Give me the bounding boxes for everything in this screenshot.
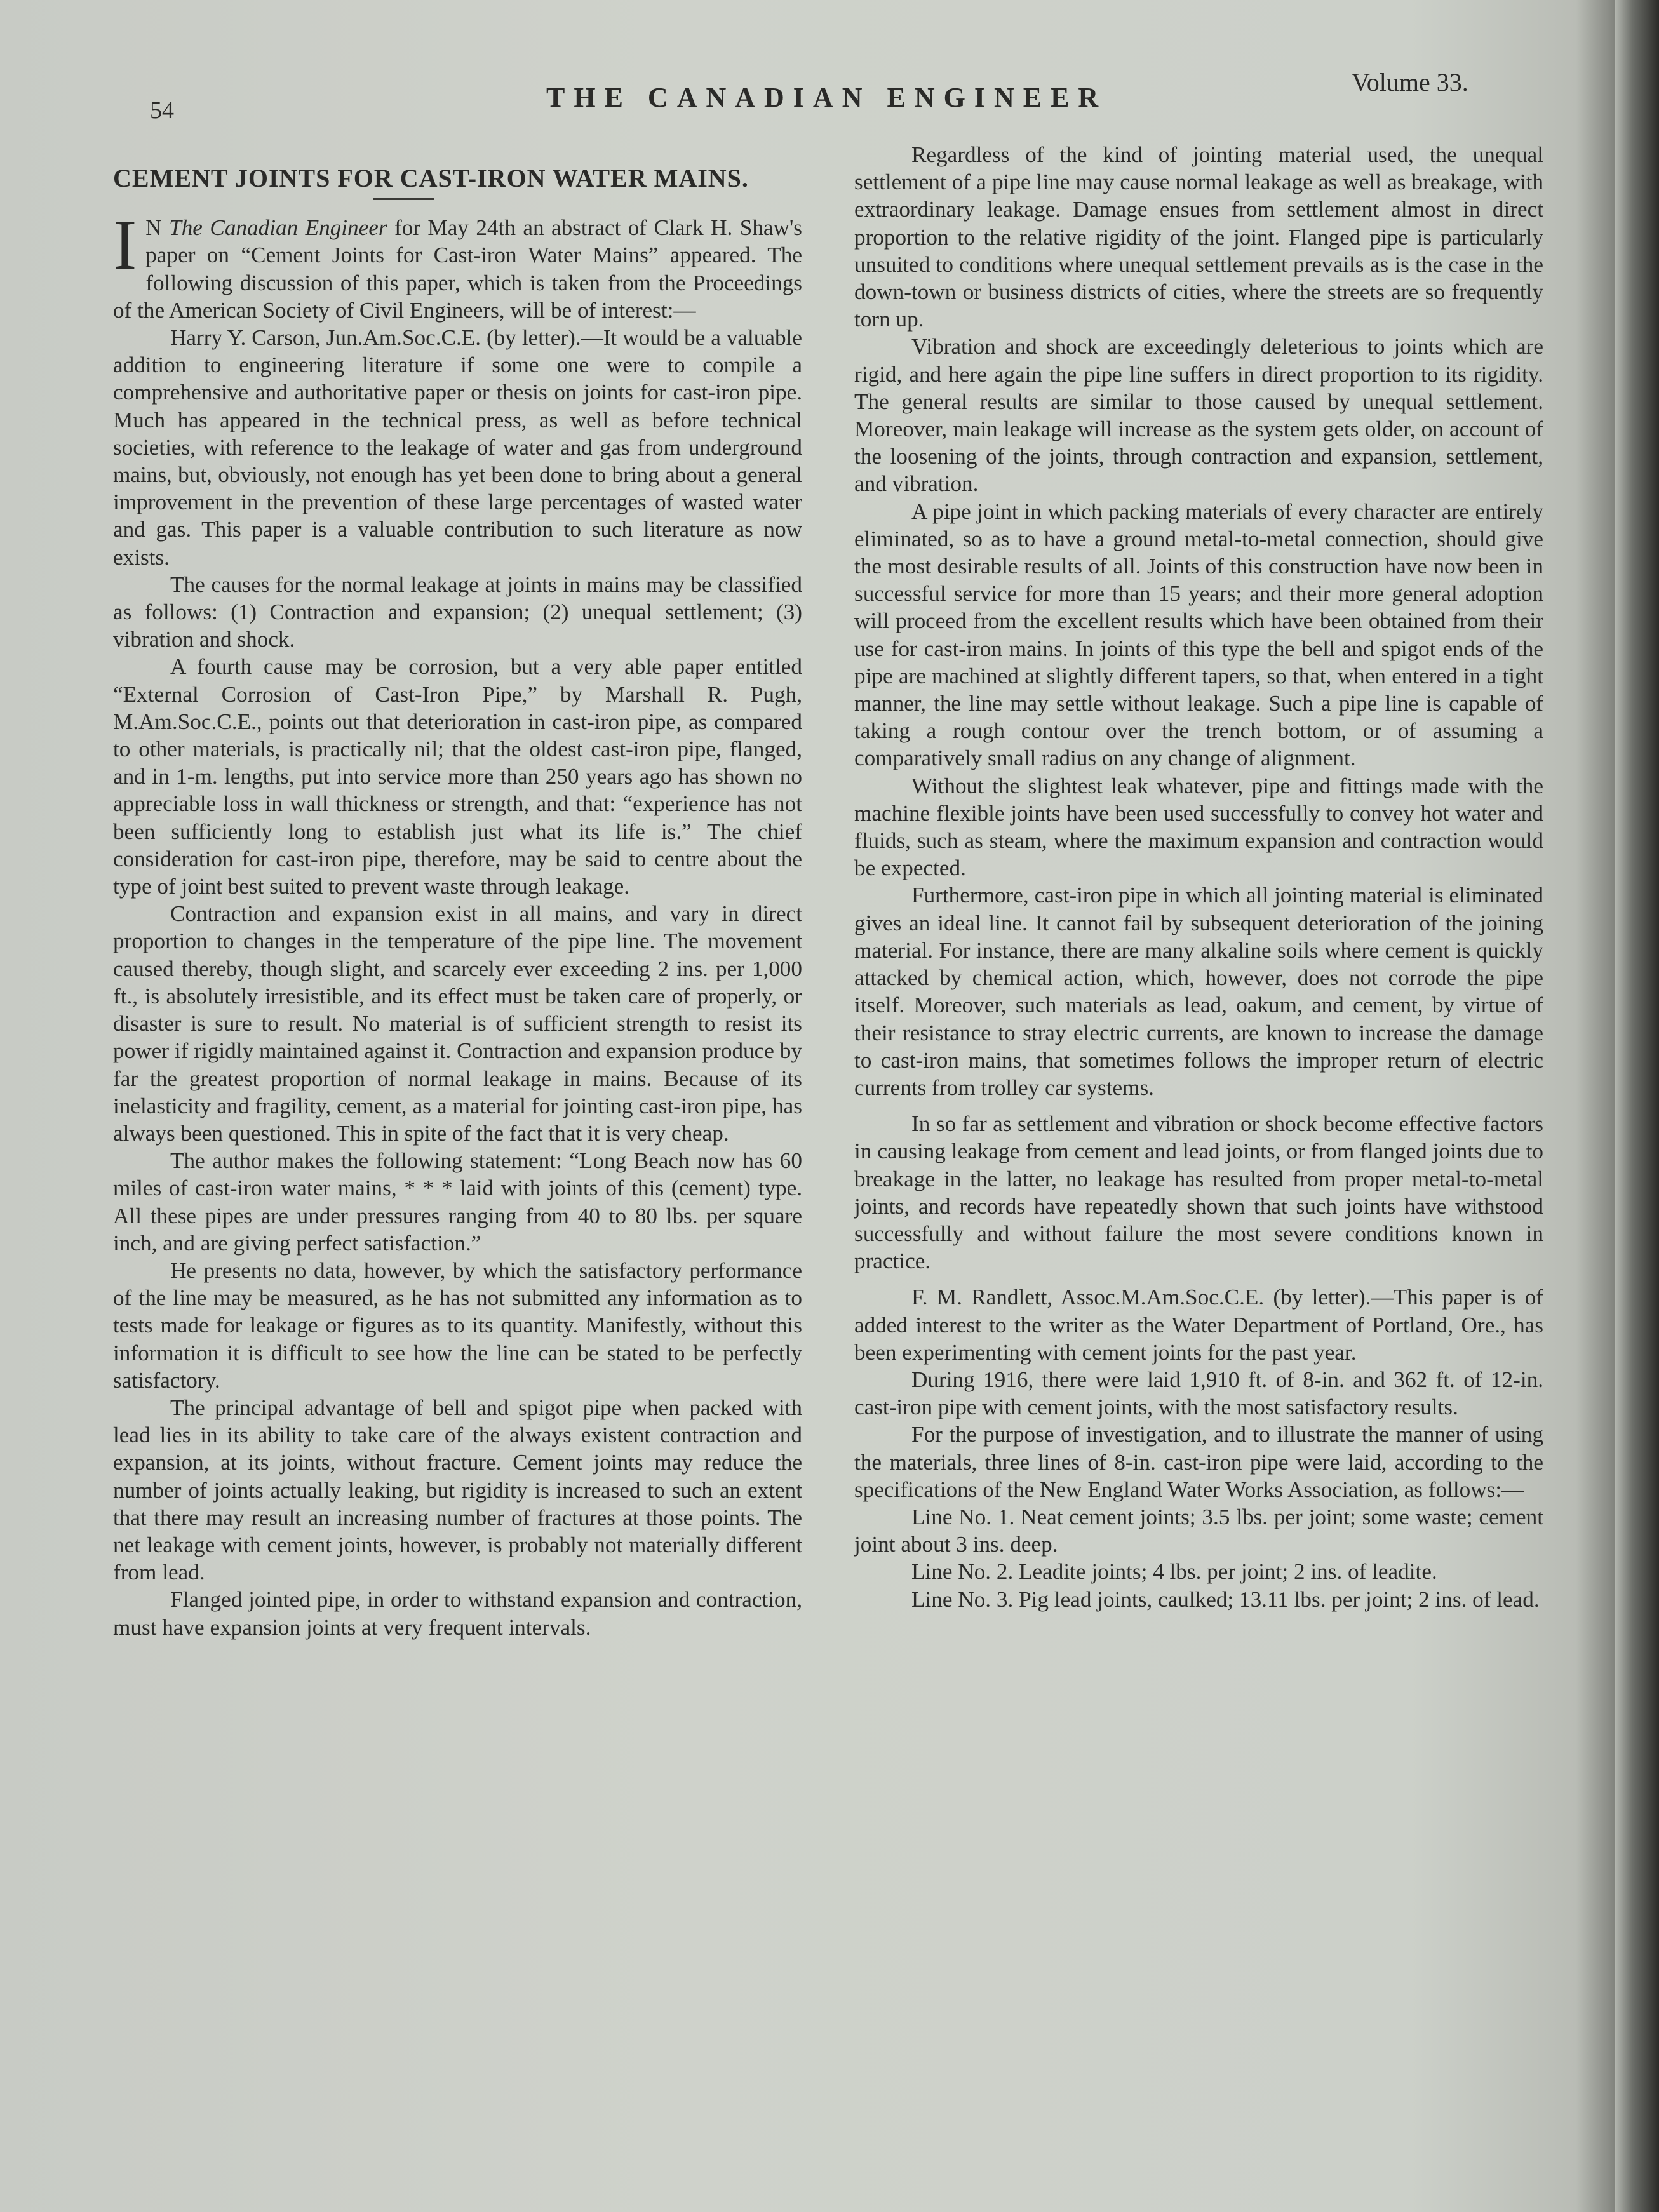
paragraph: The principal advantage of bell and spigot pipe when packed with lead lies in its ability to take care of the always existent contraction and expansion, at its joints, without fracture. Cement joints may reduce the number of joints actually leaking, but rigidity is increased to such an extent that there may result an increasing number of fractures at those points. The net leakage with cement joints, however, is probably not materially different from lead. (113, 1395, 802, 1585)
paragraph: The author makes the following statement: “Long Beach now has 60 miles of cast-iron water mains, * * * laid with joints of this (cement) type. All these pipes are under pressures ranging from 40 to 80 lbs. per square inch, and are giving perfect satisfaction.” (113, 1148, 802, 1256)
paragraph: A pipe joint in which packing materials of every character are entirely eliminated, so as to have a ground metal-to-metal connection, should give the most desirable results of all. Joints of this construction have now been in successful service for more than 15 years; and their more general adoption will proceed from the excellent results which have been obtained from their use for cast-iron mains. In joints of this type the bell and spigot ends of the pipe are machined at slightly different tapers, so that, when entered in a tight manner, the line may settle without leakage. Such a pipe line is capable of taking a rough contour over the trench bottom, or of assuming a comparatively small radius on any change of alignment. (854, 499, 1543, 771)
paragraph: He presents no data, however, by which the satisfactory performance of the line may be measured, as he has not submitted any information as to tests made for leakage or figures as to its quantity. Manifestly, without this information it is difficult to see how the line can be stated to be perfectly satisfactory. (113, 1257, 802, 1393)
paragraph: For the purpose of investigation, and to illustrate the manner of using the materials, three lines of 8-in. cast-iron pipe were laid, according to the specifications of the New England Water Works Association, as follows:— (854, 1422, 1543, 1502)
paragraph: Regardless of the kind of jointing material used, the unequal settlement of a pipe line may cause normal leakage as well as breakage, with extraordinary leakage. Damage ensues from settlement almost in direct proportion to the relative rigidity of the joint. Flanged pipe is particularly unsuited to conditions where unequal settlement prevails as is the case in the down-town or business districts of cities, where the streets are so frequently torn up. (854, 142, 1543, 332)
journal-title: THE CANADIAN ENGINEER (546, 82, 1108, 113)
paragraph: In so far as settlement and vibration or shock become effective factors in causing leakage from cement and lead joints, or from flanged joints due to breakage in the latter, no leakage has resulted from proper metal-to-metal joints, and records have repeatedly shown that such joints have withstood successfully and without failure the most severe conditions known in practice. (854, 1111, 1543, 1274)
title-rule (373, 198, 434, 200)
paragraph: Harry Y. Carson, Jun.Am.Soc.C.E. (by letter).—It would be a valuable addition to engineering literature if some one were to compile a comprehensive and authoritative paper or thesis on joints for cast-iron pipe. Much has appeared in the technical press, as well as before technical societies, with reference to the leakage of water and gas from underground mains, but, obviously, not enough has yet been done to bring about a general improvement in the prevention of these large percentages of wasted water and gas. This paper is a valuable contribution to such literature as now exists. (113, 325, 802, 570)
page-header (0, 0, 1613, 127)
paragraph: The causes for the normal leakage at joints in mains may be classified as follows: (1) Contraction and expansion; (2) unequal settlement; (3) vibration and shock. (113, 572, 802, 652)
book-spine-shadow (1615, 0, 1659, 2212)
page-number: 54 (150, 97, 174, 124)
list-item: Line No. 3. Pig lead joints, caulked; 13.11 lbs. per joint; 2 ins. of lead. (911, 1586, 1540, 1612)
paragraph: Vibration and shock are exceedingly deleterious to joints which are rigid, and here again the pipe line suffers in direct proportion to its rigidity. The general results are similar to those caused by unequal settlement. Moreover, main leakage will increase as the system gets older, on account of the loosening of the joints, through contraction and expansion, settlement, and vibration. (854, 334, 1543, 497)
left-column (113, 156, 802, 1641)
paragraph: A fourth cause may be corrosion, but a very able paper entitled “External Corrosion of Cast-Iron Pipe,” by Marshall R. Pugh, M.Am.Soc.C.E., points out that deterioration in cast-iron pipe, as compared to other materials, is practically nil; that the oldest cast-iron pipe, flanged, and in 1-m. lengths, put into service more than 250 years ago has shown no appreciable loss in wall thickness or strength, and that: “experience has not been sufficiently long to establish just what its life is.” The chief consideration for cast-iron pipe, therefore, may be said to centre about the type of joint best suited to prevent waste through leakage. (113, 654, 802, 899)
paragraph: Furthermore, cast-iron pipe in which all jointing material is eliminated gives an ideal line. It cannot fail by subsequent deterioration of the joining material. For instance, there are many alkaline soils where cement is quickly attacked by chemical action, which, however, does not corrode the pipe itself. Moreover, such materials as lead, oakum, and cement, by virtue of their resistance to stray electric currents, are known to increase the damage to cast-iron mains, that sometimes follows the improper return of electric currents from trolley car systems. (854, 883, 1543, 1100)
right-column (854, 141, 1543, 1613)
intro-text: for May 24th an abstract of Clark H. Shaw's paper on “Cement Joints for Cast-iron Water Mains” appeared. The following discussion of this paper, which is taken from the Proceedings of the American Society of Civil Engineers, will be of interest:— (113, 215, 802, 323)
paragraph: Flanged jointed pipe, in order to withstand expansion and contraction, must have expansion joints at very frequent intervals. (113, 1587, 802, 1640)
list-item: Line No. 2. Leadite joints; 4 lbs. per joint; 2 ins. of leadite. (911, 1559, 1437, 1585)
article-intro (113, 206, 802, 324)
paragraph: During 1916, there were laid 1,910 ft. of 8-in. and 362 ft. of 12-in. cast-iron pipe with cement joints, with the most satisfactory results. (854, 1367, 1543, 1420)
volume-label: Volume 33. (1352, 68, 1468, 97)
paragraph: F. M. Randlett, Assoc.M.Am.Soc.C.E. (by letter).—This paper is of added interest to the writer as the Water Department of Portland, Ore., has been experimenting with cement joints for the past year. (854, 1285, 1543, 1365)
list-item: Line No. 1. Neat cement joints; 3.5 lbs. per joint; some waste; cement joint about 3 ins. deep. (854, 1504, 1543, 1557)
intro-journal-name: The Canadian Engineer (169, 215, 387, 241)
drop-cap: I (113, 206, 137, 285)
paragraph: Contraction and expansion exist in all mains, and vary in direct proportion to changes in the temperature of the pipe line. The movement caused thereby, though slight, and scarcely ever exceeding 2 ins. per 1,000 ft., is absolutely irresistible, and its effect must be taken care of properly, or disaster is sure to result. No material is of sufficient strength to resist its power if rigidly maintained against it. Contraction and expansion produce by far the greatest proportion of normal leakage in mains. Because of its inelasticity and fragility, cement, as a material for jointing cast-iron pipe, has always been questioned. This in spite of the fact that it is very cheap. (113, 901, 802, 1146)
intro-start: N (145, 215, 170, 241)
paragraph: Without the slightest leak whatever, pipe and fittings made with the machine flexible joints have been used successfully to convey hot water and fluids, such as steam, where the maximum expansion and contraction would be expected. (854, 773, 1543, 881)
article-title: CEMENT JOINTS FOR CAST-IRON WATER MAINS. (113, 164, 749, 192)
